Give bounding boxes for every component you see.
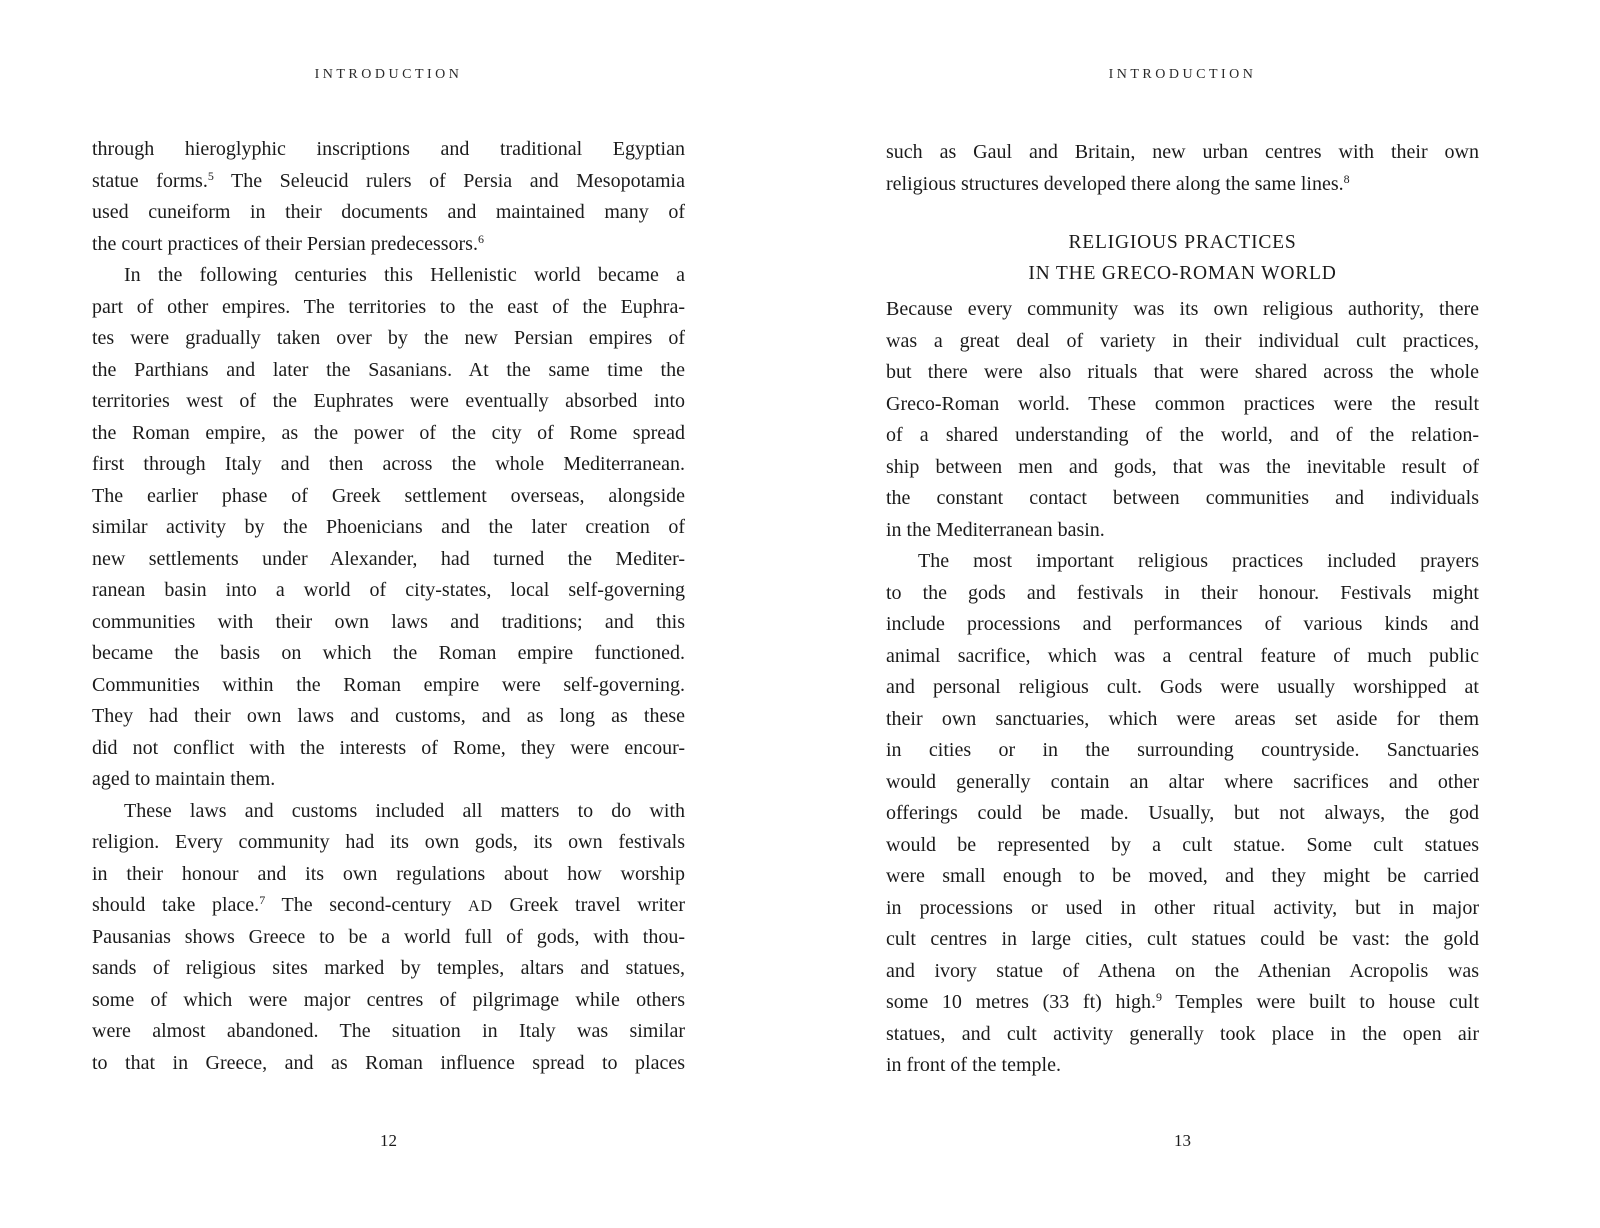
- footnote-marker: 7: [259, 893, 266, 907]
- text-line: their own sanctuaries, which were areas set aside for them: [886, 707, 1479, 730]
- text-line: to the gods and festivals in their honour. Festivals might: [886, 581, 1479, 604]
- text-line: and personal religious cult. Gods were usually worshipped at: [886, 676, 1479, 698]
- text-line: to that in Greece, and as Roman influence spread to places: [92, 1051, 685, 1074]
- text-line: in their honour and its own regulations about how worship: [92, 862, 685, 885]
- left-text-column: [92, 134, 685, 1079]
- paragraph: [886, 137, 1479, 200]
- text-line: animal sacrifice, which was a central feature of much public: [886, 644, 1479, 667]
- page-number-left: 12: [380, 1131, 397, 1150]
- text-line: some 10 metres (33 ft) high.$^9$ Temples were built to house cult: [886, 990, 1479, 1013]
- text-line: The earlier phase of Greek settlement overseas, alongside: [92, 484, 685, 507]
- text-line: Greco-Roman world. These common practices were the result: [886, 392, 1479, 415]
- text-line: were almost abandoned. The situation in Italy was similar: [92, 1020, 685, 1042]
- text-line: tes were gradually taken over by the new Persian empires of: [92, 327, 685, 349]
- text-line: did not conflict with the interests of Rome, they were encour-: [92, 736, 685, 759]
- text-line: should take place.$^7$ The second-century AD Greek travel writer: [92, 893, 685, 916]
- section-heading-line: RELIGIOUS PRACTICES: [1068, 232, 1297, 253]
- text-line: statue forms.$^5$ The Seleucid rulers of Persia and Mesopotamia: [92, 168, 685, 192]
- text-line: of a shared understanding of the world, and of the relation-: [886, 424, 1479, 446]
- text-line: became the basis on which the Roman empire functioned.: [92, 642, 685, 664]
- section-heading: [886, 227, 1479, 289]
- text-line: was a great deal of variety in their individual cult practices,: [886, 329, 1479, 352]
- text-line: the constant contact between communities and individuals: [886, 487, 1479, 509]
- text-line: the Roman empire, as the power of the city of Rome spread: [92, 421, 685, 444]
- text-line: Pausanias shows Greece to be a world full of gods, with thou-: [92, 925, 685, 948]
- running-head-left: INTRODUCTION: [314, 67, 463, 82]
- section-heading-line: IN THE GRECO-ROMAN WORLD: [1028, 263, 1337, 284]
- text-line: Communities within the Roman empire were self-governing.: [92, 673, 685, 696]
- text-line: used cuneiform in their documents and maintained many of: [92, 201, 685, 223]
- running-head-right: INTRODUCTION: [1108, 67, 1257, 82]
- text-line: These laws and customs included all matters to do with: [124, 799, 685, 822]
- text-line: and ivory statue of Athena on the Athenian Acropolis was: [886, 959, 1479, 982]
- text-line: ranean basin into a world of city-states, local self-governing: [92, 579, 685, 601]
- text-line: part of other empires. The territories to the east of the Euphra-: [92, 295, 685, 318]
- text-line: but there were also rituals that were shared across the whole: [886, 361, 1479, 383]
- text-line: new settlements under Alexander, had turned the Mediter-: [92, 547, 685, 570]
- text-line: offerings could be made. Usually, but not always, the god: [886, 802, 1479, 824]
- text-line: first through Italy and then across the whole Mediterranean.: [92, 453, 685, 475]
- text-line: the Parthians and later the Sasanians. At the same time the: [92, 358, 685, 381]
- right-text-column: [886, 137, 1479, 1082]
- text-line: in processions or used in other ritual activity, but in major: [886, 896, 1479, 919]
- text-line: the court practices of their Persian predecessors.$^6$: [92, 231, 484, 255]
- paragraph: [92, 796, 685, 1080]
- text-line: would generally contain an altar where sacrifices and other: [886, 770, 1479, 793]
- text-line: sands of religious sites marked by temples, altars and statues,: [92, 957, 685, 979]
- paragraph: [886, 294, 1479, 546]
- text-line: in cities or in the surrounding countryside. Sanctuaries: [886, 739, 1479, 761]
- footnote-marker: 8: [1343, 171, 1350, 186]
- text-line: were small enough to be moved, and they might be carried: [886, 865, 1479, 887]
- text-line: in front of the temple.: [886, 1054, 1061, 1076]
- paragraph: [886, 546, 1479, 1082]
- text-line: In the following centuries this Hellenistic world became a: [124, 264, 685, 286]
- text-line: in the Mediterranean basin.: [886, 518, 1105, 541]
- text-line: similar activity by the Phoenicians and the later creation of: [92, 516, 685, 538]
- text-line: religious structures developed there along the same lines.$^8$: [886, 171, 1350, 195]
- page-number-right: 13: [1174, 1131, 1191, 1150]
- text-line: The most important religious practices included prayers: [918, 550, 1479, 572]
- text-line: religion. Every community had its own gods, its own festivals: [92, 831, 685, 853]
- text-line: aged to maintain them.: [92, 768, 276, 790]
- paragraph: [92, 260, 685, 796]
- page-right: [800, 0, 1600, 1228]
- text-line: communities with their own laws and traditions; and this: [92, 610, 685, 633]
- text-line: territories west of the Euphrates were eventually absorbed into: [92, 390, 685, 412]
- text-line: Because every community was its own religious authority, there: [886, 298, 1479, 320]
- paragraph: [92, 134, 685, 260]
- text-line: cult centres in large cities, cult statues could be vast: the gold: [886, 928, 1479, 950]
- text-line: ship between men and gods, that was the inevitable result of: [886, 455, 1479, 478]
- text-line: include processions and performances of various kinds and: [886, 613, 1479, 635]
- text-line: They had their own laws and customs, and as long as these: [92, 705, 685, 727]
- footnote-marker: 9: [1156, 990, 1163, 1004]
- footnote-marker: 6: [477, 231, 484, 246]
- text-line: through hieroglyphic inscriptions and traditional Egyptian: [92, 138, 685, 160]
- footnote-marker: 5: [207, 168, 214, 183]
- text-line: some of which were major centres of pilgrimage while others: [92, 988, 685, 1011]
- text-line: such as Gaul and Britain, new urban centres with their own: [886, 141, 1479, 163]
- text-line: would be represented by a cult statue. Some cult statues: [886, 833, 1479, 856]
- text-line: statues, and cult activity generally took place in the open air: [886, 1022, 1479, 1045]
- smallcaps-text: AD: [468, 898, 493, 915]
